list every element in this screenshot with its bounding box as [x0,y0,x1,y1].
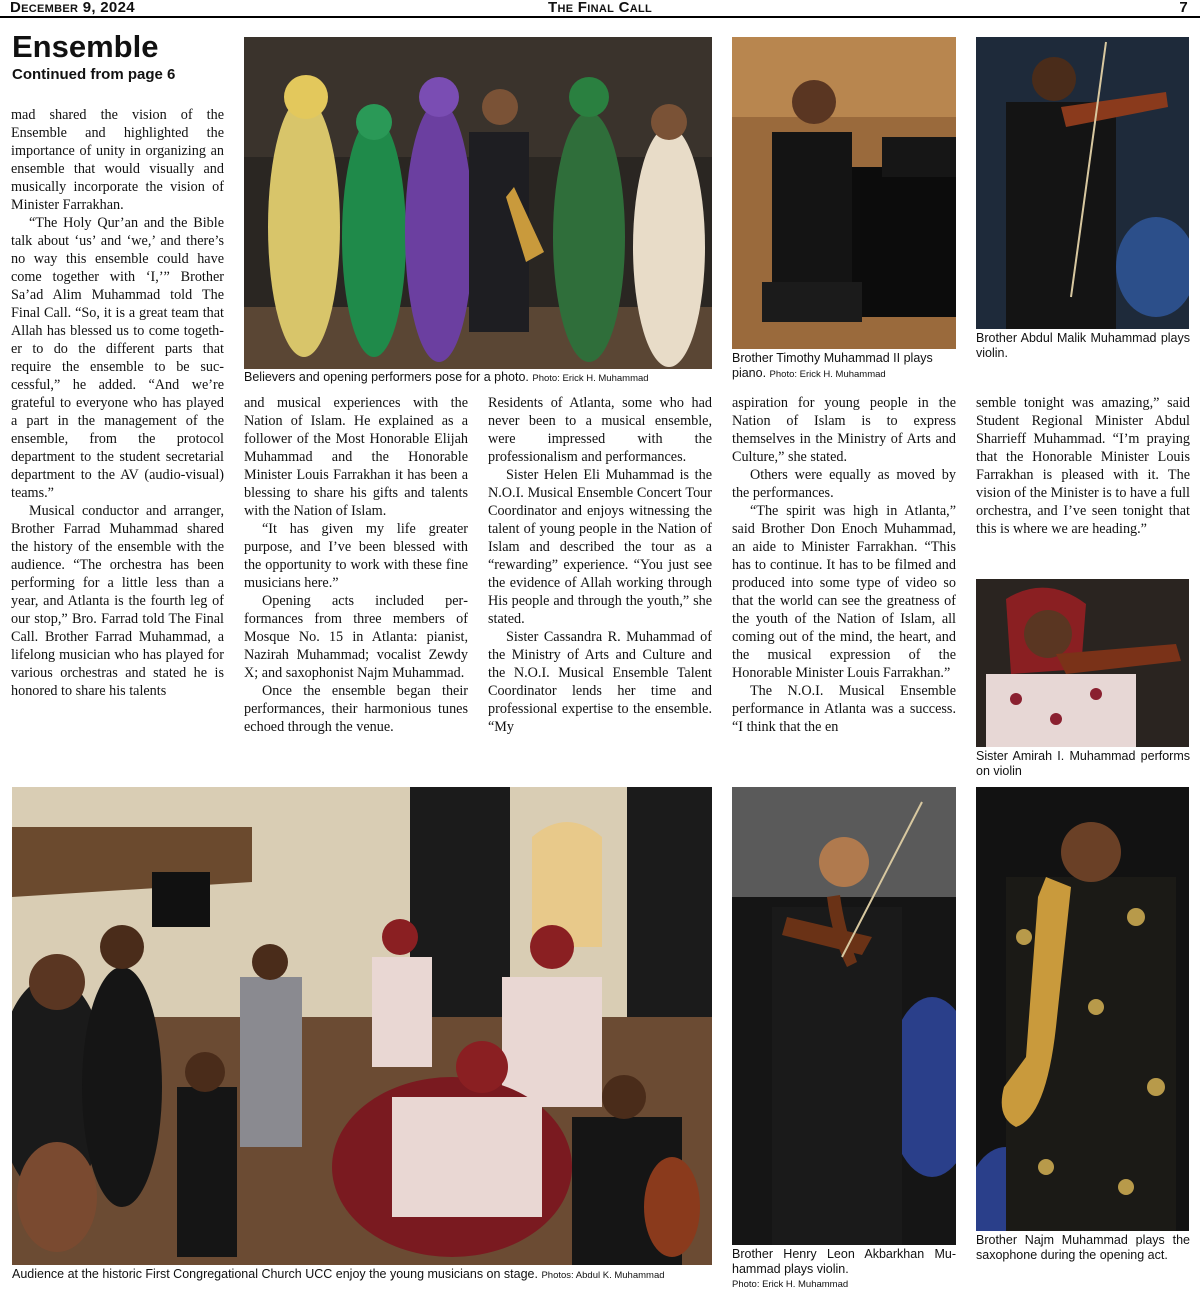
sax-photo [976,787,1189,1231]
audience-photo [12,787,712,1265]
caption-text: Believers and opening performers pose for a photo. [244,370,529,384]
sax-photo-caption: Brother Najm Muhammad plays the saxophone during the opening act. [976,1233,1190,1262]
paragraph: The N.O.I. Musical Ensemble performance in Atlanta was a success. “I think that the en [732,683,956,735]
paragraph: Musical conductor and arranger, Brother Farrad Muhammad shared the history of the ensemble with the audience. “The orchestra has been performing for a little less than a year, and Atlanta is the fourth leg of our stop,” Bro. Farrad told The Final Call. Brother Farrad Muhammad, a lifelong musician who has played for various orchestras and stated he is honored to share his talents [11,503,224,699]
paragraph: “The Holy Qur’an and the Bible talk about ‘us’ and ‘we,’ and there’s no way this ensemble could have come together with ‘I,’” Brother Sa’ad Alim Muhammad told The Final Call. “So, it is a great team that Allah has blessed us to come together to do the different parts that require the ensemble to be successful,” he added. “And we’re grateful to everyone who has played a part in the management of the ensemble, from the protocol department to the student secretarial department to the AV (audio-visual) teams.” [11,215,224,501]
page-number: 7 [1179,0,1188,16]
paragraph: mad shared the vision of the Ensemble and highlighted the importance of unity in organizing an ensemble that would visually and musically incorporate the vision of Minister Farrakhan. [11,107,224,213]
paragraph: semble tonight was amazing,” said Student Regional Minister Abdul Sharrieff Muhammad. “I’m praying that the Honorable Minister Louis Farrakhan is pleased with it. The vision of the Minister is to have a full orchestra, and I’ve seen tonight that this is where we are heading.” [976,395,1190,537]
issue-date: December 9, 2024 [10,0,135,16]
publication-name: The Final Call [548,0,653,16]
photo-credit: Photo: Erick H. Muhammad [769,369,886,380]
paragraph: aspiration for young people in the Nation of Islam is to express themselves in the Ministry of Arts and Culture,” she stated. [732,395,956,465]
article-column-5 [976,394,1190,574]
violin-boy-caption: Brother Abdul Malik Muhammad plays violin. [976,331,1190,360]
article-column-4 [732,394,956,774]
paragraph: Sister Helen Eli Muhammad is the N.O.I. Musical Ensemble Concert Tour Coordinator and enjoys witnessing the talent of young people in the Nation of Islam and described the tour as a “rewarding” experience. “You just see the evidence of Allah working through His people and through the youth,” she stated. [488,467,712,627]
piano-photo-caption [732,351,956,382]
article-column-1 [11,106,224,774]
paragraph: “It has given my life greater purpose, and I’ve been blessed with the opportunity to work with these fine musicians here.” [244,521,468,591]
paragraph: Residents of Atlanta, some who had never been to a musical ensemble, were impressed with the professionalism and performances. [488,395,712,465]
paragraph: and musical experiences with the Nation of Islam. He explained as a follower of the Most Honorable Elijah Muhammad and the Honorable Minister Louis Farrakhan it has been a blessing to share his gifts and talents with the Nation of Islam. [244,395,468,519]
paragraph: Opening acts included performances from three members of Mosque No. 15 in Atlanta: pianist, Nazirah Muhammad; vocalist Zewdy X; and saxophonist Najm Muhammad. [244,593,468,681]
group-photo [244,37,712,369]
article-column-3 [488,394,712,774]
violin-boy-photo [976,37,1189,329]
caption-text: Brother Henry Leon Akbarkhan Muhammad plays violin. [732,1247,956,1276]
paragraph: “The spirit was high in Atlanta,” said Brother Don Enoch Muhammad, an aide to Minister Farrakhan. “This has to continue. It has to be filmed and produced into some type of video so that the world can see the greatness of the youth of the Nation of Islam, all coming out of the mind, the heart, and the musical expression of the Honorable Minister Louis Farrakhan.” [732,503,956,681]
piano-photo [732,37,956,349]
violin-henry-photo [732,787,956,1245]
group-photo-caption [244,370,714,386]
violin-girl-photo [976,579,1189,747]
article-headline: Ensemble [12,29,159,64]
violin-henry-caption [732,1247,956,1292]
photo-credit: Photo: Erick H. Muhammad [732,1279,849,1290]
caption-text: Audience at the historic First Congregational Church UCC enjoy the young musicians on stage. [12,1267,538,1281]
photo-credit: Photos: Abdul K. Muhammad [541,1270,665,1281]
paragraph: Others were equally as moved by the performances. [732,467,956,501]
paragraph: Once the ensemble began their performances, their harmonious tunes echoed through the venue. [244,683,468,735]
photo-credit: Photo: Erick H. Muhammad [532,373,649,384]
article-column-2 [244,394,468,774]
audience-photo-caption [12,1267,712,1283]
violin-girl-caption: Sister Amirah I. Muhammad performs on violin [976,749,1190,778]
paragraph: Sister Cassandra R. Muhammad of the Ministry of Arts and Culture and the N.O.I. Musical Ensemble Talent Coordinator lends her time and professional expertise to the ensemble. “My [488,629,712,735]
masthead-bar [0,0,1200,18]
caption-text: Brother Timothy Muhammad II plays piano. [732,351,933,380]
jump-line: Continued from page 6 [12,66,176,83]
